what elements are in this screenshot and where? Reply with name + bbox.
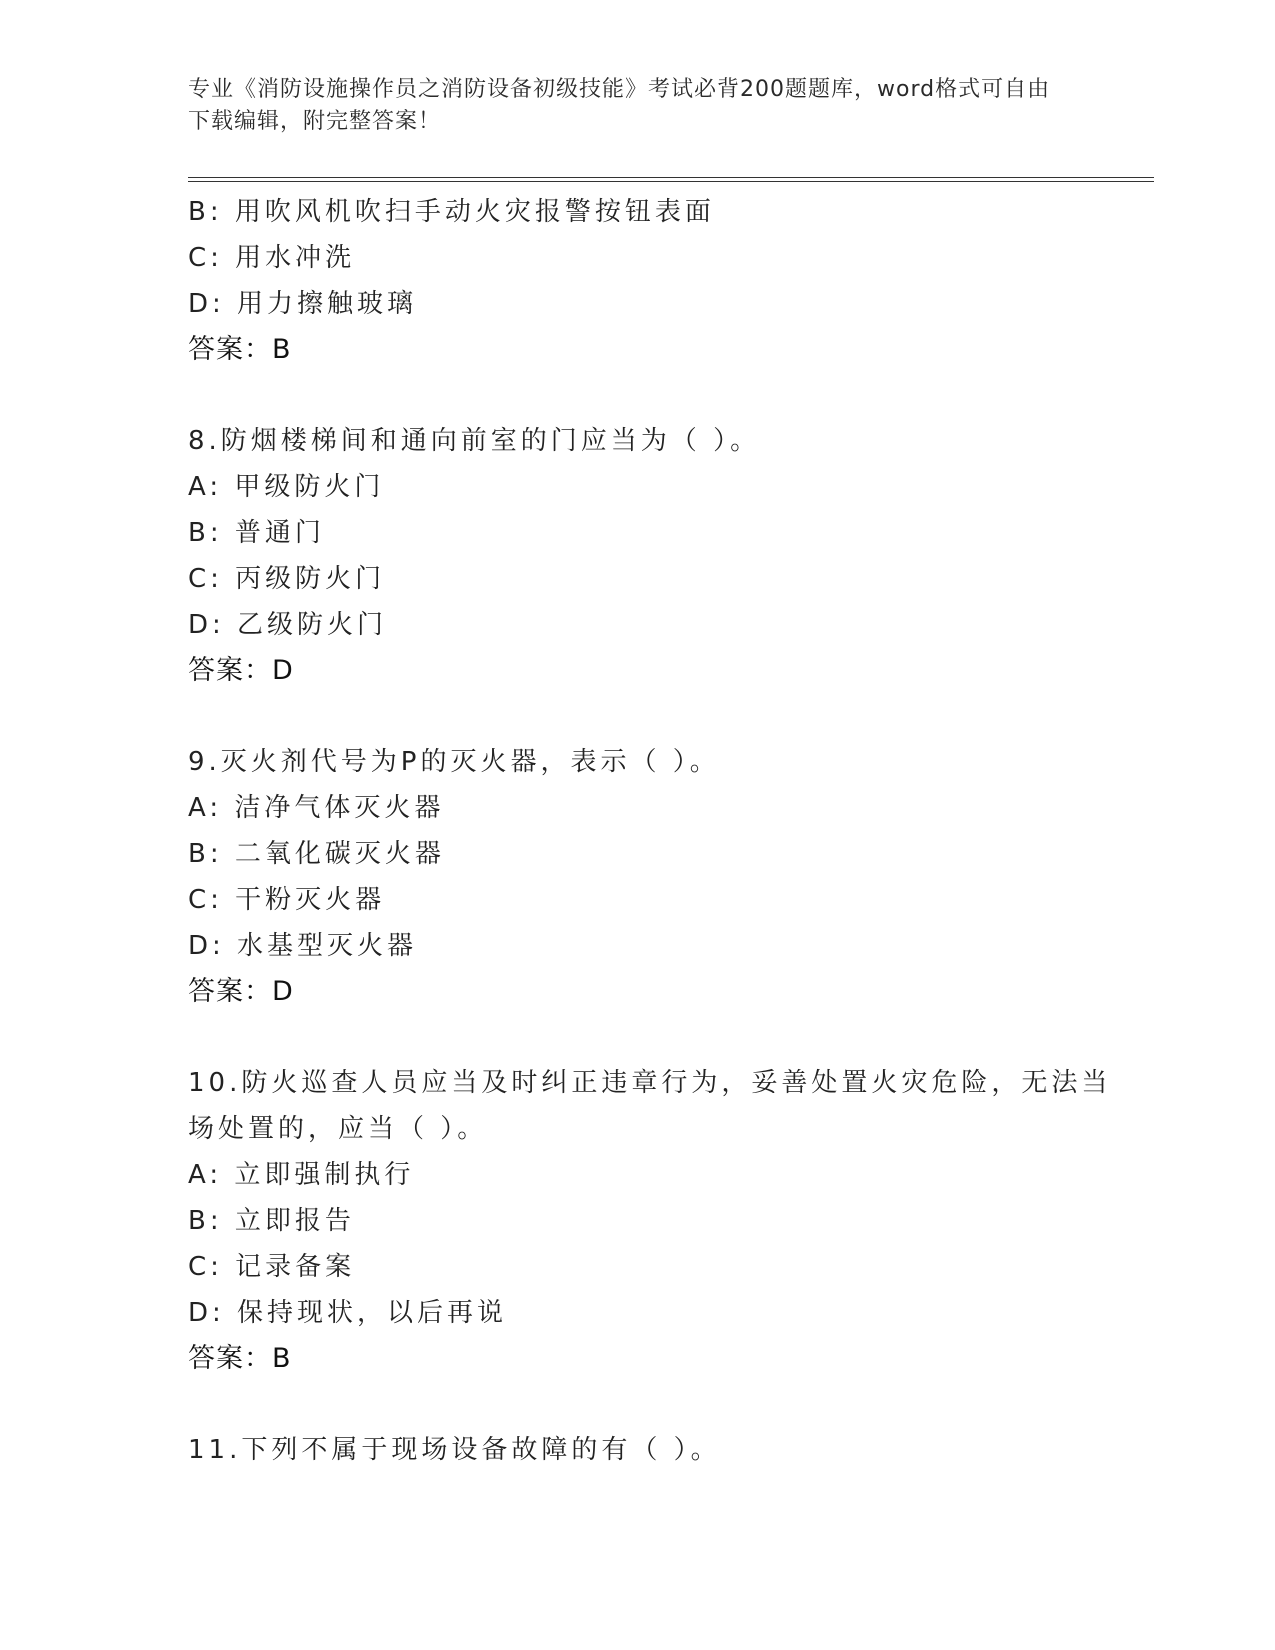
question-7-block	[188, 189, 1088, 373]
question-10-text-line-2: 场处置的，应当（ ）。	[188, 1114, 488, 1144]
document-header: 专业《消防设施操作员之消防设备初级技能》考试必背200题题库，word格式可自由下载编辑，附完整答案！	[188, 77, 1051, 134]
question-10-option-c: C: 记录备案	[188, 1252, 356, 1282]
spacer	[188, 373, 1088, 418]
question-10-text-line-1: 10.防火巡查人员应当及时纠正违章行为，妥善处置火灾危险，无法当	[188, 1068, 1112, 1098]
question-9-answer: 答案：D	[188, 976, 294, 1007]
question-7-option-b: B: 用吹风机吹扫手动火灾报警按钮表面	[188, 197, 715, 227]
spacer	[188, 1382, 1088, 1427]
spacer	[188, 694, 1088, 739]
header-divider-line-1	[188, 177, 1154, 178]
question-7-option-d: D: 用力擦触玻璃	[188, 289, 418, 319]
question-9-option-d: D: 水基型灭火器	[188, 931, 418, 961]
question-8-answer: 答案：D	[188, 655, 294, 686]
question-9-block	[188, 739, 1088, 1015]
question-list	[188, 189, 1112, 1473]
question-8-option-d: D: 乙级防火门	[188, 610, 388, 640]
question-9-text: 9.灭火剂代号为P的灭火器，表示（ ）。	[188, 747, 720, 777]
question-10-block	[188, 1060, 1112, 1382]
header-divider-line-2	[188, 181, 1154, 182]
question-7-option-c: C: 用水冲洗	[188, 243, 356, 273]
question-9-option-b: B: 二氧化碳灭火器	[188, 839, 445, 869]
question-10-option-d: D: 保持现状，以后再说	[188, 1298, 508, 1328]
question-9-option-c: C: 干粉灭火器	[188, 885, 386, 915]
question-7-answer: 答案：B	[188, 334, 292, 365]
question-8-option-a: A: 甲级防火门	[188, 472, 385, 502]
spacer	[188, 1015, 1088, 1060]
question-9-option-a: A: 洁净气体灭火器	[188, 793, 445, 823]
question-8-option-c: C: 丙级防火门	[188, 564, 386, 594]
question-11-block	[188, 1427, 1088, 1473]
question-11-text: 11.下列不属于现场设备故障的有（ ）。	[188, 1435, 721, 1465]
question-10-option-b: B: 立即报告	[188, 1206, 355, 1236]
question-10-answer: 答案：B	[188, 1343, 292, 1374]
question-10-option-a: A: 立即强制执行	[188, 1160, 415, 1190]
question-8-text: 8.防烟楼梯间和通向前室的门应当为（ ）。	[188, 426, 761, 456]
question-8-option-b: B: 普通门	[188, 518, 325, 548]
question-8-block	[188, 418, 1088, 694]
